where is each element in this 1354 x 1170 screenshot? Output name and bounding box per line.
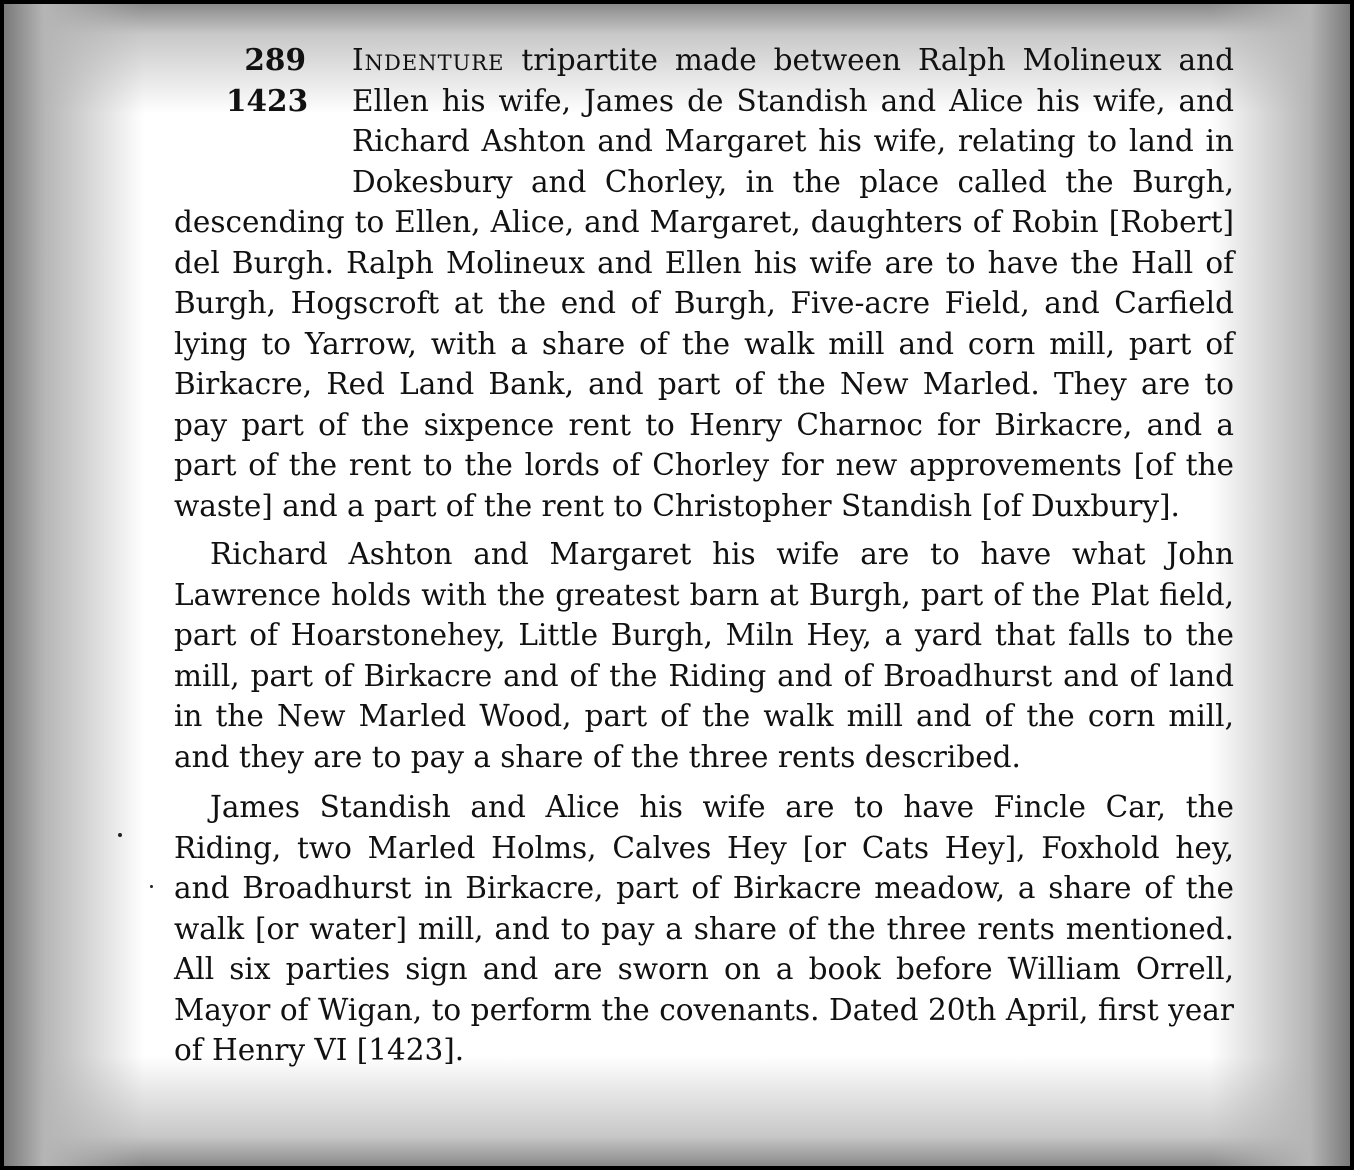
paragraph-3: James Standish and Alice his wife are to have Fincle Car, the Riding, two Marled Holms, Calves Hey [or Cats Hey], Foxhold hey, and Broadhurst in Birkacre, part of Birkacre meadow, a share of the walk [or water] mill, and to pay a share of the three rents mentioned. All six parties sign and are sworn on a book before William Orrell, Mayor of Wigan, to perform the covenants. Dated 20th April, first year of Henry VI [1423]. <box>174 790 1234 1067</box>
entry-head <box>174 40 1234 526</box>
entry-year: 1423 <box>226 82 309 118</box>
entry-margin <box>226 40 309 121</box>
scan-speck <box>118 833 122 837</box>
calendar-entry <box>174 40 1234 1071</box>
heading-word: Indenture <box>352 43 505 77</box>
paragraph-1 <box>174 40 1234 526</box>
entry-number: 289 <box>244 42 306 77</box>
paragraph-2: Richard Ashton and Margaret his wife are to have what John Lawrence holds with the greatest barn at Burgh, part of the Plat field, part of Hoarstonehey, Little Burgh, Miln Hey, a yard that falls to the mill, part of Birkacre and of the Riding and of Broadhurst and of land in the New Marled Wood, part of the walk mill and of the corn mill, and they are to pay a share of the three rents described. <box>174 537 1234 774</box>
paragraph-1-text: tripartite made between Ralph Molineux and Ellen his wife, James de Standish and Alice his wife, and Richard Ashton and Margaret his wife, relating to land in Dokesbury and Chorley, in the place called the Burgh, descending to Ellen, Alice, and Margaret, daughters of Robin [Robert] del Burgh. Ralph Molineux and Ellen his wife are to have the Hall of Burgh, Hogscroft at the end of Burgh, Five-acre Field, and Carfield lying to Yarrow, with a share of the walk mill and corn mill, part of Birkacre, Red Land Bank, and part of the New Marled. They are to pay part of the sixpence rent to Henry Charnoc for Birkacre, and a part of the rent to the lords of Chorley for new approvements [of the waste] and a part of the rent to Christopher Standish [of Duxbury]. <box>174 43 1234 523</box>
scan-speck <box>150 885 153 888</box>
